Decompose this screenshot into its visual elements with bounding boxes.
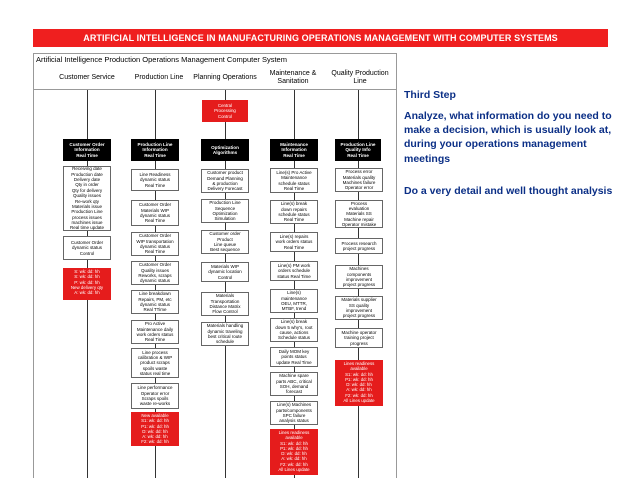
box-line: Real Time xyxy=(144,337,166,343)
box-line: components xyxy=(346,271,372,277)
box-line: P1: wk: dd: hh xyxy=(141,423,169,429)
repairs-work-orders-box xyxy=(270,232,318,252)
box-line: A: wk: dd: hh xyxy=(346,387,372,393)
step-note: Do a very detail and well thought analysis xyxy=(404,185,613,197)
box-line: Product xyxy=(217,236,233,242)
box-line: Control xyxy=(217,274,233,280)
box-line: Optimization xyxy=(212,211,238,216)
box-line: maintenance xyxy=(281,295,307,301)
header-line: Optimization xyxy=(211,144,239,150)
breakdown-repairs-box xyxy=(270,200,318,224)
box-line: analysis status xyxy=(279,418,309,424)
box-line: Machine repair xyxy=(344,216,374,222)
box-line: Repairs, PM, etc xyxy=(138,296,172,302)
box-line: Reworks, scraps xyxy=(138,273,172,278)
box-line: dynamic status xyxy=(139,177,170,183)
materials-transportation-box xyxy=(201,292,249,316)
pro-active-maintenance-schedule-box xyxy=(270,168,318,193)
box-line: Line(s) xyxy=(287,290,301,296)
box-line: Machine operator xyxy=(341,329,377,335)
box-line: Operator error xyxy=(344,185,374,191)
box-line: Operator error xyxy=(140,390,170,396)
maintenance-kpi-box xyxy=(270,289,318,313)
box-line: P1: wk: dd: hh xyxy=(345,376,373,382)
box-line: Real Time xyxy=(144,249,166,255)
box-line: product scraps xyxy=(140,360,170,366)
box-line: machines issue xyxy=(71,220,103,226)
box-line: Materials handling xyxy=(206,323,244,329)
column-header-maintenance: Maintenance & Sanitation xyxy=(269,70,317,85)
box-line: Quality issues xyxy=(140,267,169,273)
box-line: project progress xyxy=(342,282,376,288)
header-line: Information xyxy=(281,147,307,153)
spare-parts-box xyxy=(270,372,318,396)
box-line: parts/components xyxy=(276,407,312,413)
box-line: P1: wk: dd: hh xyxy=(280,445,308,451)
box-line: Best sequence xyxy=(210,247,240,253)
box-line: Machines failure xyxy=(342,180,376,185)
line-performance-box xyxy=(131,383,179,409)
box-line: Flow Control xyxy=(212,309,238,315)
box-line: S1: wk: dd: hh xyxy=(141,418,169,424)
box-line: Process research xyxy=(341,240,377,246)
root-cause-box xyxy=(270,318,318,342)
materials-wip-location-box xyxy=(201,262,249,282)
box-line: status Real Time xyxy=(277,273,311,279)
header-line: Customer Order xyxy=(69,142,105,148)
box-line: F2: wk: dd: hh xyxy=(141,439,169,445)
box-line: New delivery qty xyxy=(70,284,104,290)
sequence-optimization-box xyxy=(201,199,249,223)
central-processing-block xyxy=(202,100,248,122)
box-line: SPC failure xyxy=(282,413,306,418)
box-line: dynamic status xyxy=(139,213,170,218)
header-line: Real Time xyxy=(347,152,369,158)
header-line: Information xyxy=(74,147,100,153)
box-line: Qty in order xyxy=(75,182,99,188)
box-line: parts ABC, critical xyxy=(276,378,312,384)
box-line: Simulation xyxy=(214,216,236,222)
box-line: Line breakdown xyxy=(139,291,171,297)
box-line: schedule status xyxy=(278,180,310,186)
box-line: F2: wk: dd: hh xyxy=(345,392,373,398)
box-line: Lines readiness xyxy=(278,430,310,435)
materials-supplier-box xyxy=(335,296,383,320)
box-line: Materials supplier xyxy=(341,297,377,303)
customer-order-alert-block xyxy=(63,268,111,300)
header-line: Quality Info xyxy=(345,147,371,153)
header-line: Production Line xyxy=(137,142,173,148)
box-line: dynamic status xyxy=(139,244,170,249)
header-line: Maintenance xyxy=(280,142,308,148)
central-line: Processing xyxy=(214,108,236,114)
box-line: F2: wk: dd: hh xyxy=(280,461,308,467)
box-line: Schedule status xyxy=(277,335,311,341)
box-line: available xyxy=(350,366,368,372)
box-line: Real Time xyxy=(283,185,305,191)
box-line: project progress xyxy=(342,313,376,319)
box-line: Line(s) Pro Active xyxy=(276,169,312,175)
box-line: Customer product xyxy=(207,170,243,176)
box-line: S: wk: dd: hh xyxy=(74,269,100,274)
box-line: improvement xyxy=(345,308,372,313)
box-line: Pro Active xyxy=(144,321,166,327)
box-line: All Lines update xyxy=(278,466,310,472)
customer-order-details-box xyxy=(63,166,111,231)
operator-training-box xyxy=(335,328,383,348)
box-line: Daily MOM key xyxy=(278,348,310,354)
wip-transportation-box xyxy=(131,232,179,256)
box-line: Scraps spoils xyxy=(141,396,169,401)
box-line: Real Time xyxy=(283,217,305,223)
pro-active-maintenance-box xyxy=(131,320,179,344)
header-line: Real Time xyxy=(144,152,166,158)
box-line: A: wk: dd: hh xyxy=(142,434,168,440)
box-line: waste re-works xyxy=(139,401,171,407)
line-readiness-box xyxy=(131,169,179,191)
box-line: Real Time xyxy=(283,244,305,250)
box-line: S: wk: dd: hh xyxy=(74,274,100,280)
box-line: Materials xyxy=(215,293,235,299)
box-line: best critical route xyxy=(207,334,242,339)
box-line: Customer Order xyxy=(138,202,172,208)
materials-wip-box xyxy=(131,200,179,226)
box-line: evaluation xyxy=(348,205,370,211)
box-line: A: wk: dd: hh xyxy=(281,456,307,462)
box-line: New available xyxy=(141,413,169,418)
box-line: Line queue xyxy=(213,242,237,247)
box-line: update Real Time xyxy=(276,359,312,365)
box-line: Machines xyxy=(349,266,369,272)
production-line-alert-block xyxy=(131,412,179,446)
central-line: Control xyxy=(217,113,233,119)
box-line: Demand Planning xyxy=(207,175,243,181)
demand-planning-box xyxy=(201,169,249,193)
daily-mom-box xyxy=(270,347,318,367)
box-line: dynamic traveling xyxy=(207,328,243,334)
box-line: Materials issue xyxy=(71,203,102,209)
box-line: Real time update xyxy=(69,225,105,231)
step-description: Analyze, what information do you need to make a decision, which is usually look at, during your operations management meetings xyxy=(404,110,612,165)
box-line: dynamic status xyxy=(139,278,170,284)
box-line: Delivery Forecast xyxy=(207,186,243,192)
box-line: dynamic status xyxy=(71,245,102,251)
line-breakdown-box xyxy=(131,290,179,314)
box-line: down 5 why's, root xyxy=(275,324,313,330)
process-research-box xyxy=(335,238,383,254)
box-line: Customer Order xyxy=(70,239,104,245)
box-line: Production Line xyxy=(71,209,103,215)
pm-work-orders-box xyxy=(270,261,318,281)
box-line: points status xyxy=(281,354,307,360)
box-line: D: wk: dd: hh xyxy=(142,428,168,434)
header-line: Algorithms xyxy=(212,150,238,155)
box-line: work orders status xyxy=(136,332,174,337)
box-line: training project xyxy=(344,335,374,341)
box-line: project progress xyxy=(342,246,376,251)
box-line: status real time xyxy=(139,371,171,377)
header-line: Production Line xyxy=(340,142,376,148)
box-line: dynamic location xyxy=(208,269,242,275)
box-line: Line performance xyxy=(137,385,173,391)
box-line: available xyxy=(285,435,303,441)
customer-order-info-header xyxy=(63,139,111,161)
box-line: Control xyxy=(79,250,95,256)
maintenance-info-header xyxy=(270,139,318,161)
box-line: cause, actions xyxy=(279,330,309,335)
box-line: Process error xyxy=(345,169,373,175)
box-line: D: wk: dd: hh xyxy=(281,451,307,457)
box-line: Materials SS xyxy=(346,211,372,217)
box-line: WIP transportation xyxy=(136,238,174,244)
box-line: All Lines update xyxy=(343,397,375,403)
box-line: D: wk: dd: hh xyxy=(346,382,372,388)
box-line: orders schedule xyxy=(277,268,311,274)
box-line: Delivery date xyxy=(73,176,101,182)
process-evaluation-box xyxy=(335,200,383,228)
step-heading: Third Step xyxy=(404,89,456,101)
box-line: Line(s) repairs xyxy=(279,233,309,239)
box-line: Machine spare xyxy=(279,373,309,379)
box-line: spoils waste xyxy=(142,365,168,371)
box-line: Quality issues xyxy=(72,193,101,199)
box-line: Sequence xyxy=(214,205,236,211)
box-line: Materials WIP xyxy=(210,263,239,269)
optimization-algorithms-header xyxy=(201,139,249,161)
box-line: Line(s) break xyxy=(280,319,308,325)
production-line-info-header xyxy=(131,139,179,161)
box-line: improvement xyxy=(345,277,372,282)
box-line: calibration & WIP xyxy=(137,354,173,360)
box-line: schedule xyxy=(215,339,234,345)
box-line: P: wk: dd: hh xyxy=(74,279,100,285)
box-line: Line(s) Machines xyxy=(276,402,312,408)
banner-title: ARTIFICIAL INTELLIGENCE IN MANUFACTURING OPERATIONS MANAGEMENT WITH COMPUTER SYSTEMS xyxy=(33,29,608,47)
box-line: Maintenance xyxy=(281,175,307,181)
box-line: SOH, demand xyxy=(279,384,309,389)
box-line: forecast xyxy=(285,389,302,395)
box-line: Operator mistake xyxy=(341,222,377,228)
box-line: Line(s) break xyxy=(280,201,308,207)
box-line: Customer Order xyxy=(138,262,172,268)
box-line: Production date xyxy=(71,171,103,177)
box-line: A: wk: dd: hh xyxy=(74,290,100,296)
box-line: OEU, MTTR, xyxy=(281,301,307,306)
box-line: Production Line xyxy=(209,200,241,206)
central-line: Central xyxy=(217,103,233,109)
box-line: Real Time xyxy=(144,182,166,188)
box-line: SS quality xyxy=(348,302,370,308)
customer-order-control-box xyxy=(63,236,111,260)
box-line: Lines readiness xyxy=(343,361,375,366)
box-line: Customer Order xyxy=(138,233,172,239)
diagram-title: Artificial Intelligence Production Operations Management Computer System xyxy=(36,55,287,64)
box-line: process issues xyxy=(72,214,102,220)
quality-alert-block xyxy=(335,360,383,406)
box-line: dynamic status xyxy=(139,302,170,307)
box-line: Qty for delivery xyxy=(71,187,103,193)
column-header-quality: Quality Production Line xyxy=(331,70,389,85)
box-line: Materials WIP xyxy=(140,207,169,213)
box-line: S1: wk: dd: hh xyxy=(280,440,308,446)
quality-issues-box xyxy=(131,261,179,285)
box-line: Process xyxy=(350,200,368,206)
header-line: Information xyxy=(142,147,168,153)
header-line: Real Time xyxy=(283,152,305,158)
column-header-production-line: Production Line xyxy=(134,74,184,82)
box-line: Real Time xyxy=(144,218,166,224)
box-line: Real TTime xyxy=(143,307,167,313)
box-line: Transportation xyxy=(210,298,240,304)
box-line: Line Readiness xyxy=(139,171,171,177)
box-line: Customer order xyxy=(209,231,241,237)
column-header-customer-service: Customer Service xyxy=(59,74,115,82)
header-line: Real Time xyxy=(76,152,98,158)
box-line: S1: wk: dd: hh xyxy=(345,371,373,377)
process-error-box xyxy=(335,168,383,192)
maintenance-alert-block xyxy=(270,429,318,475)
best-sequence-box xyxy=(201,230,249,254)
spc-failure-box xyxy=(270,401,318,425)
box-line: work orders status xyxy=(275,239,313,245)
box-line: Receiving date xyxy=(72,166,102,172)
box-line: progress xyxy=(350,340,368,346)
line-process-box xyxy=(131,348,179,378)
box-line: Distance Matrix xyxy=(209,304,241,309)
box-line: Maintenance daily xyxy=(136,326,174,332)
box-line: & production xyxy=(212,181,238,186)
box-line: Line(s) PM work xyxy=(277,262,311,268)
box-line: schedule status xyxy=(278,212,310,217)
machines-improvement-box xyxy=(335,265,383,289)
box-line: Re-work qty xyxy=(74,198,99,204)
column-header-planning-operations: Planning Operations xyxy=(193,74,257,82)
box-line: MTBF, trend xyxy=(281,306,307,312)
materials-handling-box xyxy=(201,322,249,346)
box-line: Line process xyxy=(142,349,168,355)
box-line: down repairs xyxy=(281,206,307,212)
box-line: Materials quality xyxy=(342,174,376,180)
quality-info-header xyxy=(335,139,381,161)
